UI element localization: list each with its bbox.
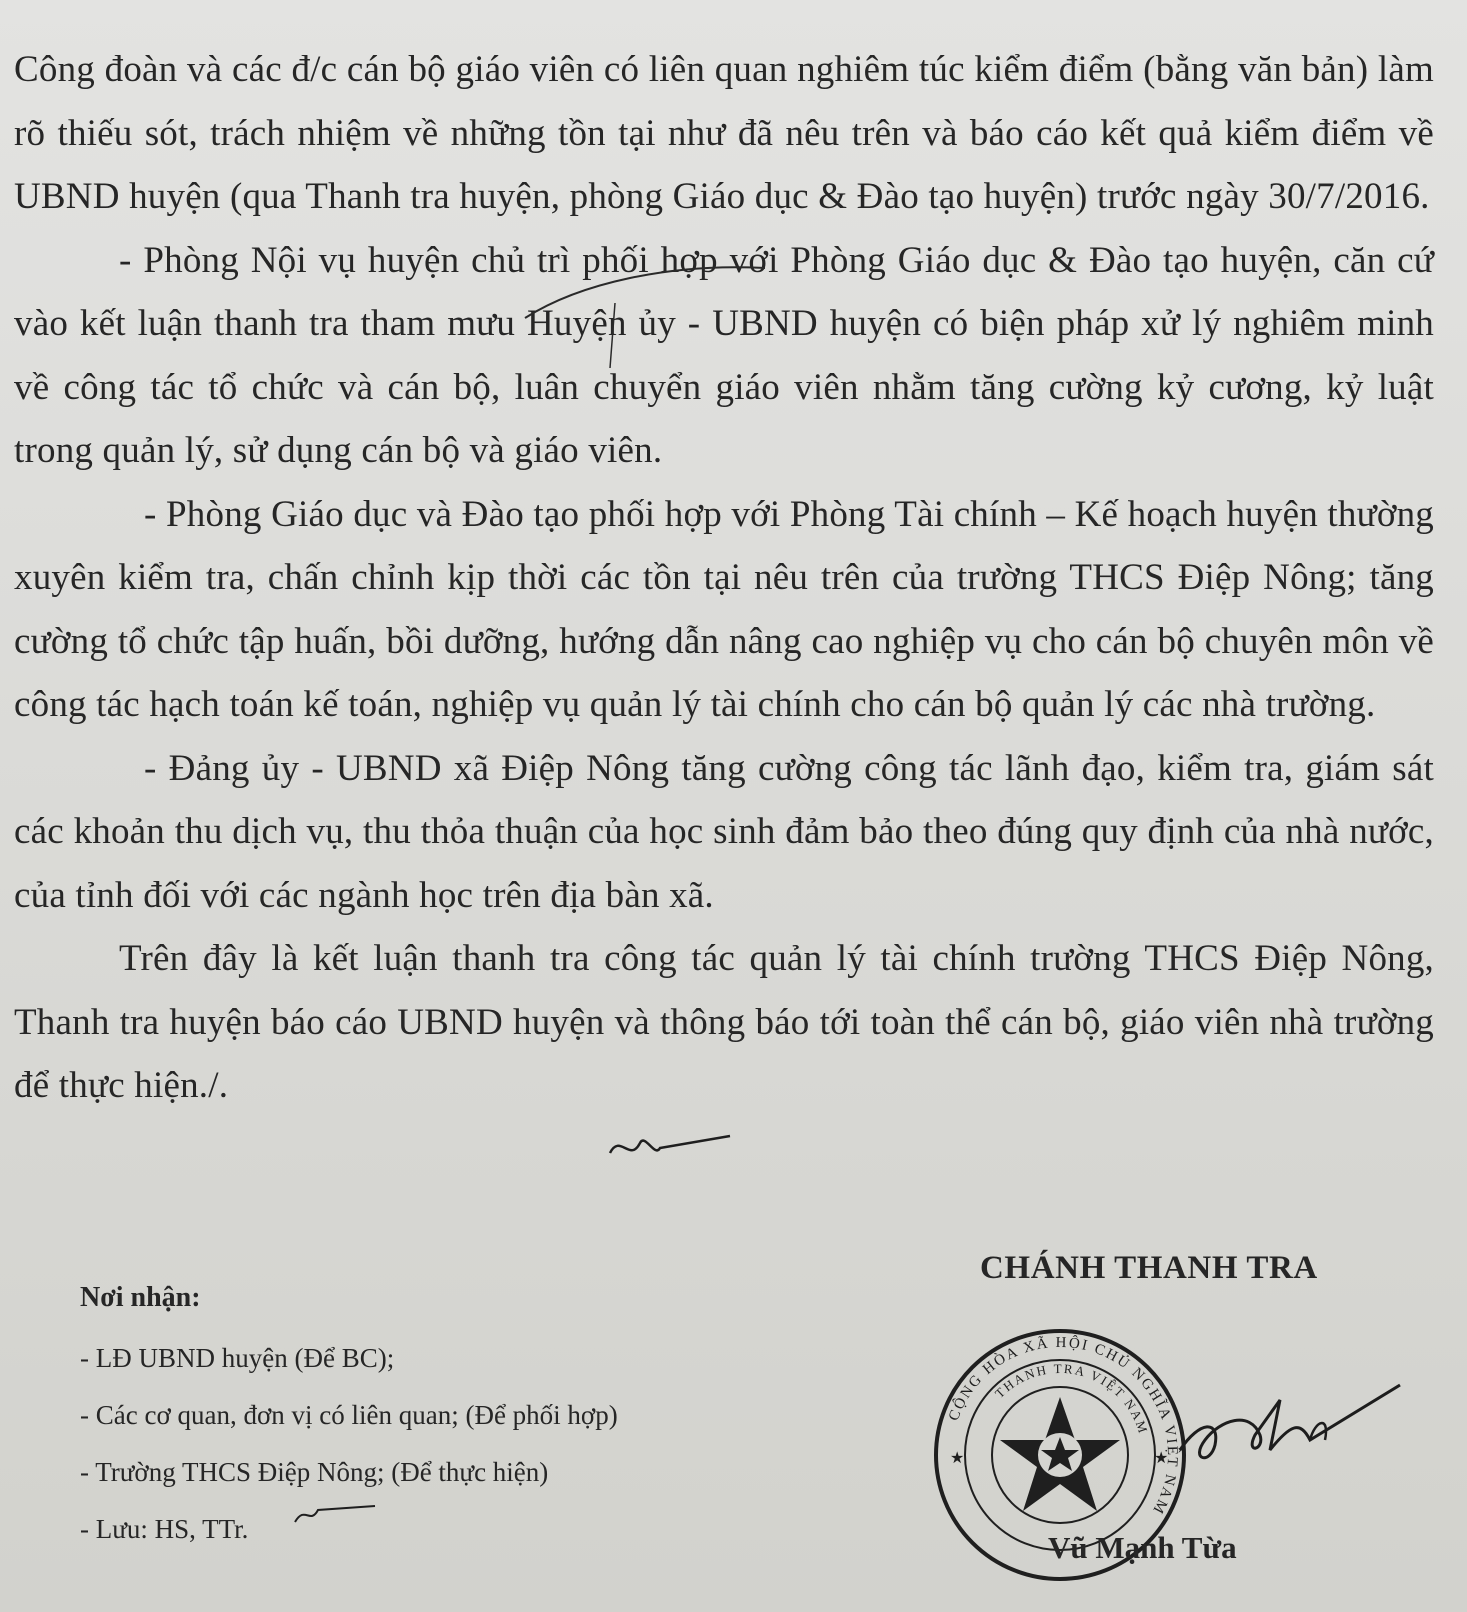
signer-name: Vũ Mạnh Từa <box>1048 1530 1237 1565</box>
end-mark-icon <box>600 1128 740 1168</box>
recipient-item: - Các cơ quan, đơn vị có liên quan; (Để phối hợp) <box>80 1400 618 1430</box>
handwritten-signature-icon <box>1160 1380 1420 1490</box>
paragraph-1: Công đoàn và các đ/c cán bộ giáo viên có liên quan nghiêm túc kiểm điểm (bằng văn bản) làm rõ thiếu sót, trách nhiệm về những tồn tại như đã nêu trên và báo cáo kết quả kiểm điểm về UBND huyện (qua Thanh tra huyện, phòng Giáo dục & Đào tạo huyện) trước ngày 30/7/2016. <box>14 49 1434 217</box>
recipient-item: - Trường THCS Điệp Nông; (Để thực hiện) <box>80 1457 549 1487</box>
paragraph-3: - Phòng Giáo dục và Đào tạo phối hợp với Phòng Tài chính – Kế hoạch huyện thường xuyên kiểm tra, chấn chỉnh kịp thời các tồn tại nêu trên của trường THCS Điệp Nông; tăng cường tổ chức tập huấn, bồi dưỡng, hướng dẫn nâng cao nghiệp vụ cho cán bộ chuyên môn về công tác hạch toán kế toán, nghiệp vụ quản lý tài chính cho cán bộ quản lý các nhà trường. <box>14 493 1434 725</box>
paragraph-4: - Đảng ủy - UBND xã Điệp Nông tăng cường công tác lãnh đạo, kiểm tra, giám sát các khoản thu dịch vụ, thu thỏa thuận của học sinh đảm bảo theo đúng quy định của nhà nước, của tỉnh đối với các ngành học trên địa bàn xã. <box>14 747 1434 916</box>
recipient-item: - Lưu: HS, TTr. <box>80 1514 249 1544</box>
paragraph-2: - Phòng Nội vụ huyện chủ trì phối hợp với Phòng Giáo dục & Đào tạo huyện, căn cứ vào kết luận thanh tra tham mưu Huyện ủy - UBND huyện có biện pháp xử lý nghiêm minh về công tác tổ chức và cán bộ, luân chuyển giáo viên nhằm tăng cường kỷ cương, kỷ luật trong quản lý, sử dụng cán bộ và giáo viên. <box>14 239 1434 471</box>
document-body <box>14 38 1434 1118</box>
svg-text:★: ★ <box>950 1450 965 1467</box>
paragraph-5: Trên đây là kết luận thanh tra công tác quản lý tài chính trường THCS Điệp Nông, Thanh tra huyện báo cáo UBND huyện và thông báo tới toàn thể cán bộ, giáo viên nhà trường để thực hiện./. <box>14 938 1434 1106</box>
recipients-block <box>80 1282 780 1558</box>
svg-text:THANH TRA VIỆT NAM: THANH TRA VIỆT NAM <box>991 1360 1152 1437</box>
recipient-item: - LĐ UBND huyện (Để BC); <box>80 1343 395 1373</box>
svg-text:★: ★ <box>1154 1450 1169 1467</box>
svg-text:CỘNG HÒA XÃ HỘI CHỦ NGHĨA VIỆT: CỘNG HÒA XÃ HỘI CHỦ NGHĨA VIỆT NAM <box>945 1334 1181 1518</box>
signer-title: CHÁNH THANH TRA <box>980 1250 1318 1286</box>
recipients-heading: Nơi nhận: <box>80 1282 201 1313</box>
